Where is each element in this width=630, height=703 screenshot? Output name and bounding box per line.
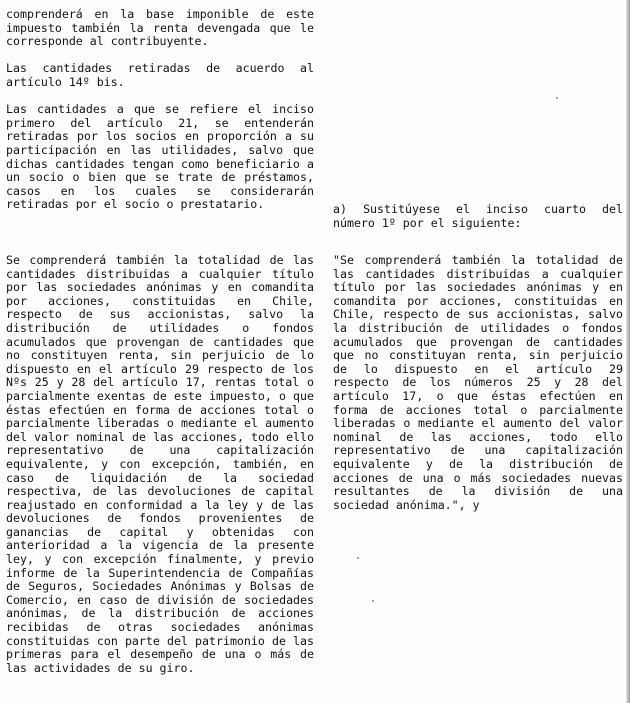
replacement-text: "Se comprenderá también la totalidad de las cantidades distribuidas a cualquier título por las sociedades anónimas y en comandita por acciones, constituidas en Chile, respecto de sus accionistas, salvo la distribución de utilidades o fondos acumulados que provengan de cantidades que no constituyan renta, sin perjuicio de lo dispuesto en el artículo 29 respecto de los números 25 y 28 del artículo 17, o que éstas efectúen en forma de acciones total o parcialmente liberadas o mediante el aumento del valor nominal de las acciones, todo ello representativo de una capitalización equivalente y de la distribución de acciones de una o más sociedades nuevas resultantes de la división de una sociedad anónima.", y (333, 253, 623, 512)
left-paragraph-4: Se comprenderá también la totalidad de las cantidades distribuidas a cualquier título por las sociedades anónimas y en comandita por acciones, constituidas en Chile, respecto de sus accionistas, salvo la distribución de utilidades o fondos acumulados que provengan de cantidades que no constituyen renta, sin perjuicio de lo dispuesto en el artículo 29 respecto de los Nºs 25 y 28 del artículo 17, rentas total o parcialmente exentas de este impuesto, o que éstas efectúen en forma de acciones total o parcialmente liberadas o mediante el aumento del valor nominal de las acciones, todo ello representativo de una capitalización equivalente, y con excepción, también, en caso de liquidación de la sociedad respectiva, de las devoluciones de capital reajustado en conformidad a la ley y de las devoluciones de fondos provenientes de ganancias de capital y obtenidas con anterioridad a la vigencia de la presente ley, y con excepción finalmente, y previo informe de la Superintendencia de Compañías de Seguros, Sociedades Anónimas y Bolsas de Comercio, en caso de división de sociedades anónimas, de la distribución de acciones recibidas de otras sociedades anónimas constituidas con parte del patrimonio de las primeras para el desempeño de una o más de las actividades de su giro. (6, 253, 314, 675)
right-column-instruction (333, 203, 623, 244)
left-paragraph-3: Las cantidades a que se refiere el inciso primero del artículo 21, se entenderán retiradas por los socios en proporción a su participación en las utilidades, salvo que dichas cantidades tengan como beneficiario a un socio o bien que se trate de préstamos, casos en los cuales se considerarán retiradas por el socio o prestatario. (6, 102, 314, 212)
scan-speck (372, 600, 374, 602)
left-column-top (6, 8, 314, 226)
scan-speck (357, 557, 359, 559)
left-paragraph-2: Las cantidades retiradas de acuerdo al artículo 14º bis. (6, 61, 314, 89)
amendment-instruction: a) Sustitúyese el inciso cuarto del número 1º por el siguiente: (333, 202, 623, 230)
page-edge (626, 0, 630, 703)
scan-speck (556, 97, 558, 99)
left-paragraph-1: comprenderá en la base imponible de este impuesto también la renta devengada que le corresponde al contribuyente. (6, 7, 314, 49)
left-column-bottom (6, 254, 314, 689)
right-column-replacement (333, 254, 623, 526)
